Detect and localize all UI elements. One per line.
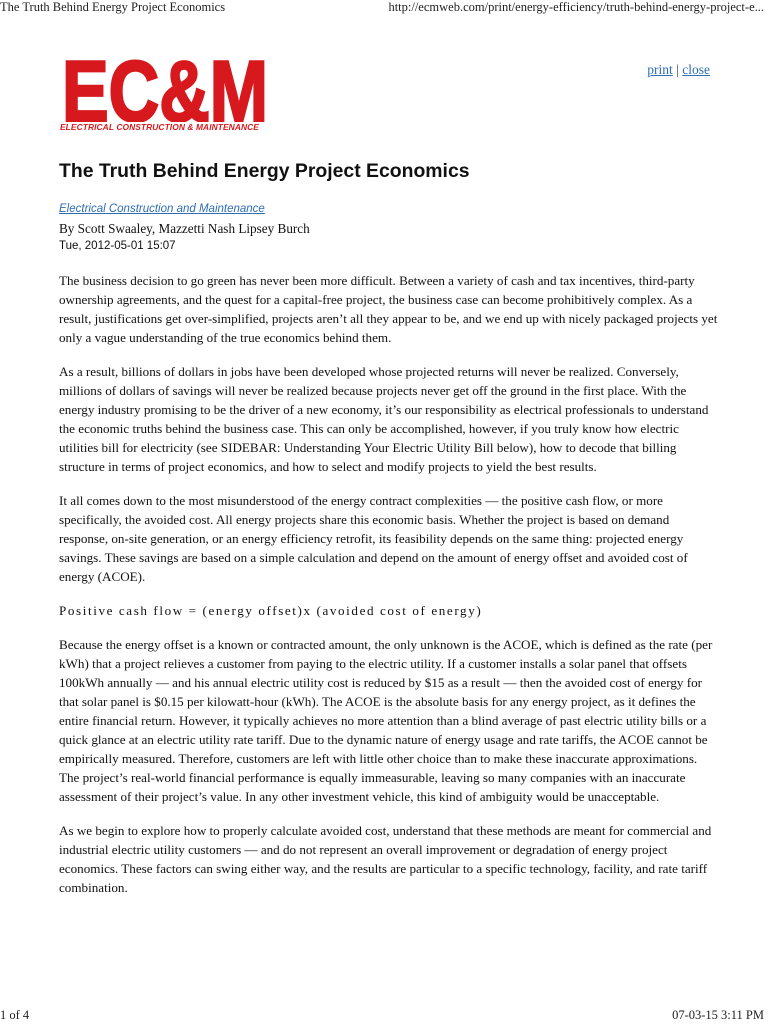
publish-date: Tue, 2012-05-01 15:07 [59,240,176,252]
paragraph: The business decision to go green has never been more difficult. Between a variety of cash and tax incentives, third-party ownership agreements, and the quest for a capital-free project, the business case can become prohibitively complex. As a result, justifications get over-simplified, projects aren’t all they appear to be, and we end up with nicely packaged projects yet only a vague understanding of the true economics behind them. [59,273,718,345]
ecm-logo-wordmark [60,58,270,122]
print-timestamp: 07-03-15 3:11 PM [672,1008,764,1022]
logo-caption: ELECTRICAL CONSTRUCTION & MAINTENANCE [60,122,259,132]
article-body [59,271,719,912]
paragraph: As we begin to explore how to properly calculate avoided cost, understand that these methods are meant for commercial and industrial electric utility customers — and do not represent an overall improvement or degradation of energy project economics. These factors can swing either way, and the results are particular to a specific technology, facility, and rate tariff combination. [59,823,712,895]
tools-separator: | [676,62,679,77]
article-meta [59,202,719,254]
paragraph: Because the energy offset is a known or contracted amount, the only unknown is the ACOE, which is defined as the rate (per kWh) that a project relieves a customer from paying to the electric utility. If a customer installs a solar panel that offsets 100kWh annually — and his annual electric utility cost is reduced by $15 as a result — then the avoided cost of energy for that solar panel is $0.15 per kilowatt-hour (kWh). The ACOE is the absolute basis for any energy project, as it defines the entire financial return. However, it typically achieves no more attention than a blind average of past electric utility bills or a quick glance at an electric utility rate tariff. Due to the dynamic nature of energy usage and rate tariffs, the ACOE cannot be empirically measured. Therefore, customers are left with little other choice than to make these inaccurate approximations. The project’s real-world financial performance is equally immeasurable, leaving so many companies with an inaccurate assessment of their project’s value. In any other investment vehicle, this kind of ambiguity would be unacceptable. [59,637,713,804]
byline: By Scott Swaaley, Mazzetti Nash Lipsey Burch [59,221,310,236]
print-header-title: The Truth Behind Energy Project Economics [0,0,226,14]
article-tools [647,62,710,78]
ecm-logo [60,58,270,136]
logo-wordmark-text: EC&M [62,58,268,122]
page-number: 1 of 4 [0,1008,30,1022]
print-link[interactable]: print [647,62,673,77]
paragraph: It all comes down to the most misunderstood of the energy contract complexities — the positive cash flow, or more specifically, the avoided cost. All energy projects share this economic basis. Whether the project is based on demand response, on-site generation, or an energy efficiency retrofit, its feasibility depends on the same thing: projected energy savings. These savings are based on a simple calculation and depend on the amount of energy offset and avoided cost of energy (ACOE). [59,493,688,584]
paragraph: As a result, billions of dollars in jobs have been developed whose projected returns will never be realized. Conversely, millions of dollars of savings will never be realized because projects never get off the ground in the first place. With the energy industry promising to be the driver of a new economy, it’s our responsibility as electrical professionals to understand the economic truths behind the business case. This can only be accomplished, however, if you truly know how electric utilities bill for electricity (see SIDEBAR: Understanding Your Electric Utility Bill below), how to decode that billing structure in terms of project economics, and how to select and modify projects to yield the best results. [59,364,709,474]
source-link[interactable]: Electrical Construction and Maintenance [59,203,265,215]
close-link[interactable]: close [682,62,710,77]
print-header-url: http://ecmweb.com/print/energy-efficiency/truth-behind-energy-project-e... [388,0,764,14]
article-title: The Truth Behind Energy Project Economics [59,160,470,182]
formula: Positive cash flow = (energy offset)x (avoided cost of energy) [59,603,483,618]
